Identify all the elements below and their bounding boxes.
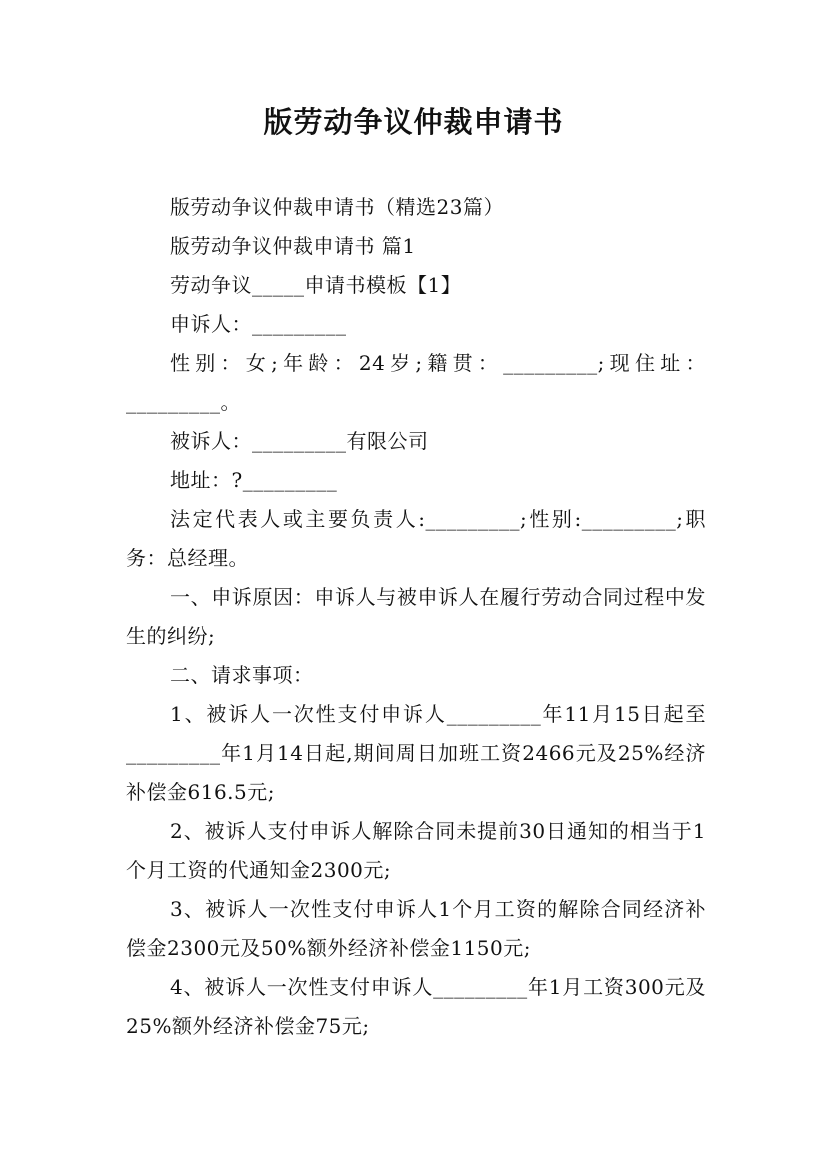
paragraph-request-3: 3、被诉人一次性支付申诉人1个月工资的解除合同经济补偿金2300元及50%额外经济补偿金1150元;: [126, 897, 706, 960]
paragraph-request-4: 4、被诉人一次性支付申诉人_________年1月工资300元及25%额外经济补偿金75元;: [126, 975, 706, 1038]
paragraph-complainant-details: 性别：女;年龄：24岁;籍贯：_________;现住址：_________。: [126, 351, 706, 414]
paragraph-subtitle: 版劳动争议仲裁申请书（精选23篇）: [170, 195, 504, 219]
paragraph-request-1: 1、被诉人一次性支付申诉人_________年11月15日起至_________年1月14日起,期间周日加班工资2466元及25%经济补偿金616.5元;: [126, 702, 706, 804]
paragraph-legal-representative: 法定代表人或主要负责人:_________;性别:_________;职务：总经理。: [126, 507, 706, 570]
paragraph-reason: 一、申诉原因：申诉人与被申诉人在履行劳动合同过程中发生的纠纷;: [126, 585, 706, 648]
paragraph-section-heading: 版劳动争议仲裁申请书 篇1: [170, 234, 416, 258]
paragraph-complainant: 申诉人：_________: [170, 312, 347, 336]
document-title: 版劳动争议仲裁申请书: [263, 105, 564, 139]
paragraph-respondent: 被诉人：_________有限公司: [170, 429, 429, 453]
paragraph-request-2: 2、被诉人支付申诉人解除合同未提前30日通知的相当于1个月工资的代通知金2300元;: [126, 819, 706, 882]
document-body: [126, 188, 706, 1046]
paragraph-requests-heading: 二、请求事项：: [170, 663, 314, 687]
paragraph-template-heading: 劳动争议_____申请书模板【1】: [170, 273, 462, 297]
paragraph-address: 地址：?_________: [170, 468, 338, 492]
